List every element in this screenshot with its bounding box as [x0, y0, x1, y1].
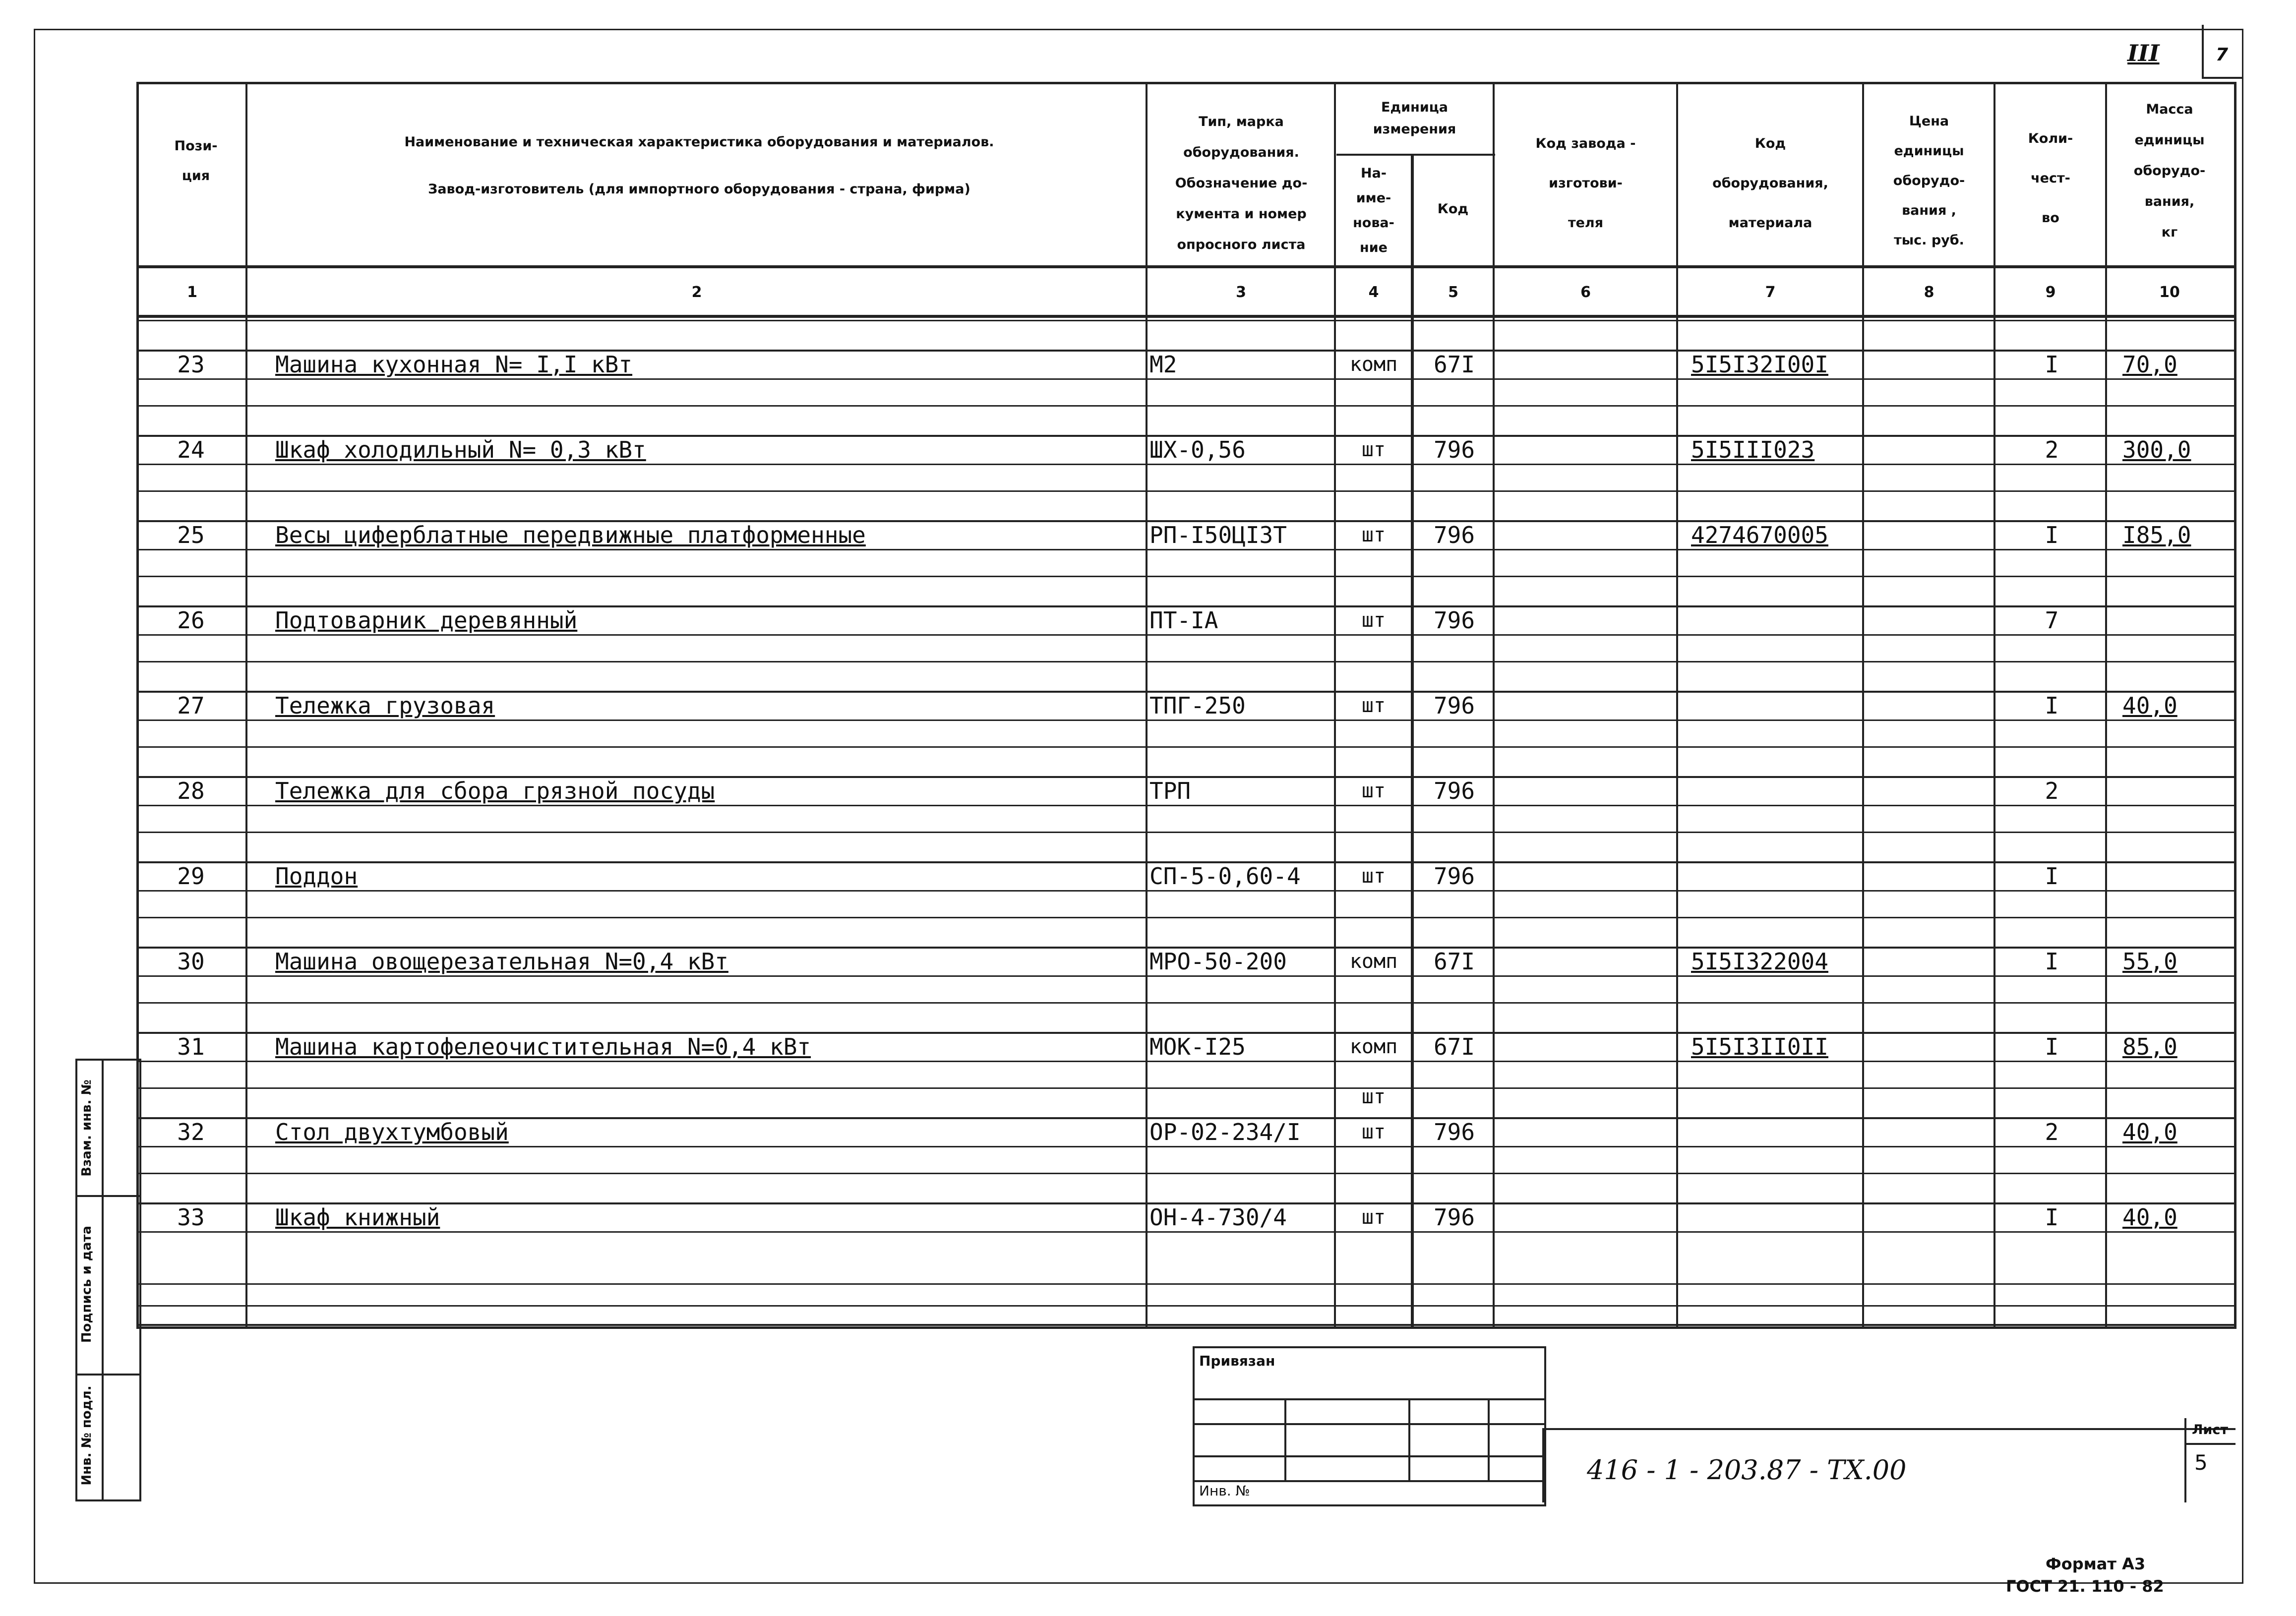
- col-rule-9: [2105, 82, 2107, 1326]
- row-32-pos: 32: [177, 1119, 205, 1145]
- title-code-top: [1542, 1428, 2236, 1430]
- row-23-equip: 5I5I32I00I: [1691, 351, 1828, 378]
- row-26-code: 796: [1433, 607, 1475, 634]
- row-31-extra-unit: шт: [1361, 1085, 1386, 1108]
- row-rule: [136, 320, 2236, 321]
- row-28-name: Тележка для сбора грязной посуды: [275, 778, 715, 804]
- row-rule: [136, 576, 2236, 577]
- row-rule: [136, 1002, 2236, 1004]
- row-25-code: 796: [1433, 522, 1475, 548]
- header-unit-name: На- име- нова- ние: [1353, 166, 1394, 255]
- row-rule: [136, 1173, 2236, 1174]
- colnum-6: 6: [1580, 284, 1591, 301]
- sheet-number: 5: [2194, 1450, 2208, 1475]
- bind-box-col-2: [1408, 1398, 1410, 1480]
- row-27-type: ТПГ-250: [1149, 692, 1246, 719]
- header-unit-code: Код: [1437, 201, 1469, 217]
- row-23-qty: I: [2045, 351, 2059, 378]
- row-31-unit: комп: [1349, 1035, 1398, 1058]
- row-24-name: Шкаф холодильный N= 0,3 кВт: [275, 436, 646, 463]
- col-rule-1: [245, 82, 247, 1326]
- bind-box-rule-4: [1193, 1480, 1545, 1482]
- row-28-type: ТРП: [1149, 778, 1191, 804]
- col-rule-8: [1994, 82, 1995, 1326]
- row-31-code: 67I: [1433, 1033, 1475, 1060]
- side-stamp-original-inv: Инв. № подл.: [79, 1385, 94, 1486]
- row-31-qty: I: [2045, 1033, 2059, 1060]
- row-28-pos: 28: [177, 778, 205, 804]
- row-33-mass: 40,0: [2122, 1204, 2177, 1231]
- bind-box-rule-3: [1193, 1455, 1545, 1457]
- row-31-mass: 85,0: [2122, 1033, 2177, 1060]
- row-24-code: 796: [1433, 436, 1475, 463]
- row-32-name: Стол двухтумбовый: [275, 1119, 509, 1145]
- col-rule-6: [1676, 82, 1678, 1326]
- row-30-type: МРО-50-200: [1149, 948, 1287, 975]
- row-23-name: Машина кухонная N= I,I кВт: [275, 351, 633, 378]
- row-30-equip: 5I5I322004: [1691, 948, 1828, 975]
- colnum-2: 2: [691, 284, 702, 301]
- row-23-unit: комп: [1349, 353, 1398, 376]
- title-code-left: [1542, 1428, 1544, 1502]
- header-position: Пози- ция: [174, 138, 218, 183]
- col-rule-5: [1493, 82, 1495, 1326]
- row-29-qty: I: [2045, 863, 2059, 890]
- sheet-label: Лист: [2192, 1422, 2228, 1437]
- row-32-unit: шт: [1361, 1121, 1386, 1143]
- sheet-box-rule: [2184, 1443, 2236, 1445]
- row-28-code: 796: [1433, 778, 1475, 804]
- colnum-7: 7: [1765, 284, 1776, 301]
- row-rule: [136, 1283, 2236, 1285]
- row-33-type: ОН-4-730/4: [1149, 1204, 1287, 1231]
- row-25-pos: 25: [177, 522, 205, 548]
- header-unit-group: Единица измерения: [1373, 100, 1456, 137]
- header-manufacturer: Завод-изготовитель (для импортного оборудования - страна, фирма): [428, 181, 970, 197]
- row-26-pos: 26: [177, 607, 205, 634]
- row-23-code: 67I: [1433, 351, 1475, 378]
- row-rule: [136, 746, 2236, 748]
- row-27-code: 796: [1433, 692, 1475, 719]
- row-24-mass: 300,0: [2122, 436, 2191, 463]
- gost-label: ГОСТ 21. 110 - 82: [2006, 1577, 2164, 1596]
- row-32-mass: 40,0: [2122, 1119, 2177, 1145]
- format-label: Формат А3: [2046, 1555, 2146, 1573]
- row-rule: [136, 1305, 2236, 1307]
- col-rule-3: [1334, 82, 1336, 1326]
- bind-box-rule-2: [1193, 1423, 1545, 1425]
- row-30-pos: 30: [177, 948, 205, 975]
- row-rule: [136, 405, 2236, 407]
- row-30-unit: комп: [1349, 950, 1398, 973]
- row-31-pos: 31: [177, 1033, 205, 1060]
- bind-box-col-3: [1488, 1398, 1490, 1480]
- row-23-type: М2: [1149, 351, 1177, 378]
- header-mass: Масса единицы оборудо- вания, кг: [2133, 102, 2206, 240]
- header-price: Цена единицы оборудо- вания , тыс. руб.: [1893, 114, 1965, 248]
- row-32-type: ОР-02-234/I: [1149, 1119, 1301, 1145]
- header-type: Тип, марка оборудования. Обозначение до- кумента и номер опросного листа: [1175, 114, 1308, 252]
- row-30-code: 67I: [1433, 948, 1475, 975]
- row-29-unit: шт: [1361, 865, 1386, 888]
- row-25-name: Весы циферблатные передвижные платформенные: [275, 522, 866, 548]
- bind-box-col-1: [1284, 1398, 1286, 1480]
- row-29-pos: 29: [177, 863, 205, 890]
- col-rule-2: [1146, 82, 1148, 1326]
- col-rule-7: [1862, 82, 1864, 1326]
- bind-box-rule-1: [1193, 1398, 1545, 1400]
- row-27-unit: шт: [1361, 694, 1386, 717]
- row-33-qty: I: [2045, 1204, 2059, 1231]
- row-27-qty: I: [2045, 692, 2059, 719]
- row-25-qty: I: [2045, 522, 2059, 548]
- row-27-name: Тележка грузовая: [275, 692, 495, 719]
- row-27-mass: 40,0: [2122, 692, 2177, 719]
- row-27-pos: 27: [177, 692, 205, 719]
- col-rule-4: [1411, 154, 1414, 1326]
- row-rule: [136, 832, 2236, 833]
- colnum-5: 5: [1448, 284, 1458, 301]
- row-28-unit: шт: [1361, 779, 1386, 802]
- row-25-mass: I85,0: [2122, 522, 2191, 548]
- document-code: 416 - 1 - 203.87 - ТХ.00: [1587, 1454, 1907, 1486]
- row-25-equip: 4274670005: [1691, 522, 1828, 548]
- row-rule: [136, 661, 2236, 662]
- row-29-type: СП-5-0,60-4: [1149, 863, 1301, 890]
- row-33-code: 796: [1433, 1204, 1475, 1231]
- sheet-box-left: [2184, 1418, 2186, 1502]
- row-29-name: Поддон: [275, 863, 358, 890]
- row-24-type: ШХ-0,56: [1149, 436, 1246, 463]
- colnum-4: 4: [1368, 284, 1379, 301]
- colnum-1: 1: [187, 284, 197, 301]
- row-31-name: Машина картофелеочистительная N=0,4 кВт: [275, 1033, 811, 1060]
- row-28-qty: 2: [2045, 778, 2059, 804]
- row-24-pos: 24: [177, 436, 205, 463]
- side-stamp-signature-date: Подпись и дата: [79, 1225, 94, 1343]
- header-equipment-code: Код оборудования, материала: [1712, 136, 1828, 231]
- row-31-equip: 5I5I3II0II: [1691, 1033, 1828, 1060]
- bind-box-title: Привязан: [1199, 1353, 1275, 1369]
- row-32-code: 796: [1433, 1119, 1475, 1145]
- row-26-qty: 7: [2045, 607, 2059, 634]
- row-23-mass: 70,0: [2122, 351, 2177, 378]
- row-30-name: Машина овощерезательная N=0,4 кВт: [275, 948, 728, 975]
- row-24-equip: 5I5III023: [1691, 436, 1815, 463]
- colnum-9: 9: [2045, 284, 2056, 301]
- side-stamp-replace-inv: Взам. инв. №: [79, 1079, 94, 1177]
- row-29-code: 796: [1433, 863, 1475, 890]
- header-name: Наименование и техническая характеристика оборудования и материалов.: [404, 134, 994, 150]
- row-33-pos: 33: [177, 1204, 205, 1231]
- row-31-type: МОК-I25: [1149, 1033, 1246, 1060]
- row-26-name: Подтоварник деревянный: [275, 607, 578, 634]
- colnum-3: 3: [1236, 284, 1246, 301]
- row-33-name: Шкаф книжный: [275, 1204, 440, 1231]
- row-30-mass: 55,0: [2122, 948, 2177, 975]
- row-rule: [136, 1087, 2236, 1089]
- title-block-top: [136, 1324, 2236, 1326]
- row-33-unit: шт: [1361, 1206, 1386, 1229]
- row-rule: [136, 917, 2236, 918]
- row-rule: [136, 490, 2236, 492]
- header-factory-code: Код завода - изготови- теля: [1535, 136, 1636, 231]
- row-25-type: РП-I50ЦI3Т: [1149, 522, 1287, 548]
- row-24-qty: 2: [2045, 436, 2059, 463]
- row-23-pos: 23: [177, 351, 205, 378]
- row-30-qty: I: [2045, 948, 2059, 975]
- header-quantity: Коли- чест- во: [2028, 131, 2073, 226]
- row-32-qty: 2: [2045, 1119, 2059, 1145]
- bind-box-inv: Инв. №: [1199, 1483, 1250, 1499]
- sheet-mark-number: 7: [2216, 45, 2229, 65]
- sheet-mark-roman: III: [2127, 40, 2160, 66]
- unit-split-rule: [1336, 154, 1495, 156]
- row-26-type: ПТ-IА: [1149, 607, 1218, 634]
- colnum-10: 10: [2159, 284, 2180, 301]
- side-stamp-divider: [102, 1059, 104, 1500]
- colnum-8: 8: [1924, 284, 1934, 301]
- row-24-unit: шт: [1361, 438, 1386, 461]
- row-26-unit: шт: [1361, 609, 1386, 632]
- row-25-unit: шт: [1361, 524, 1386, 546]
